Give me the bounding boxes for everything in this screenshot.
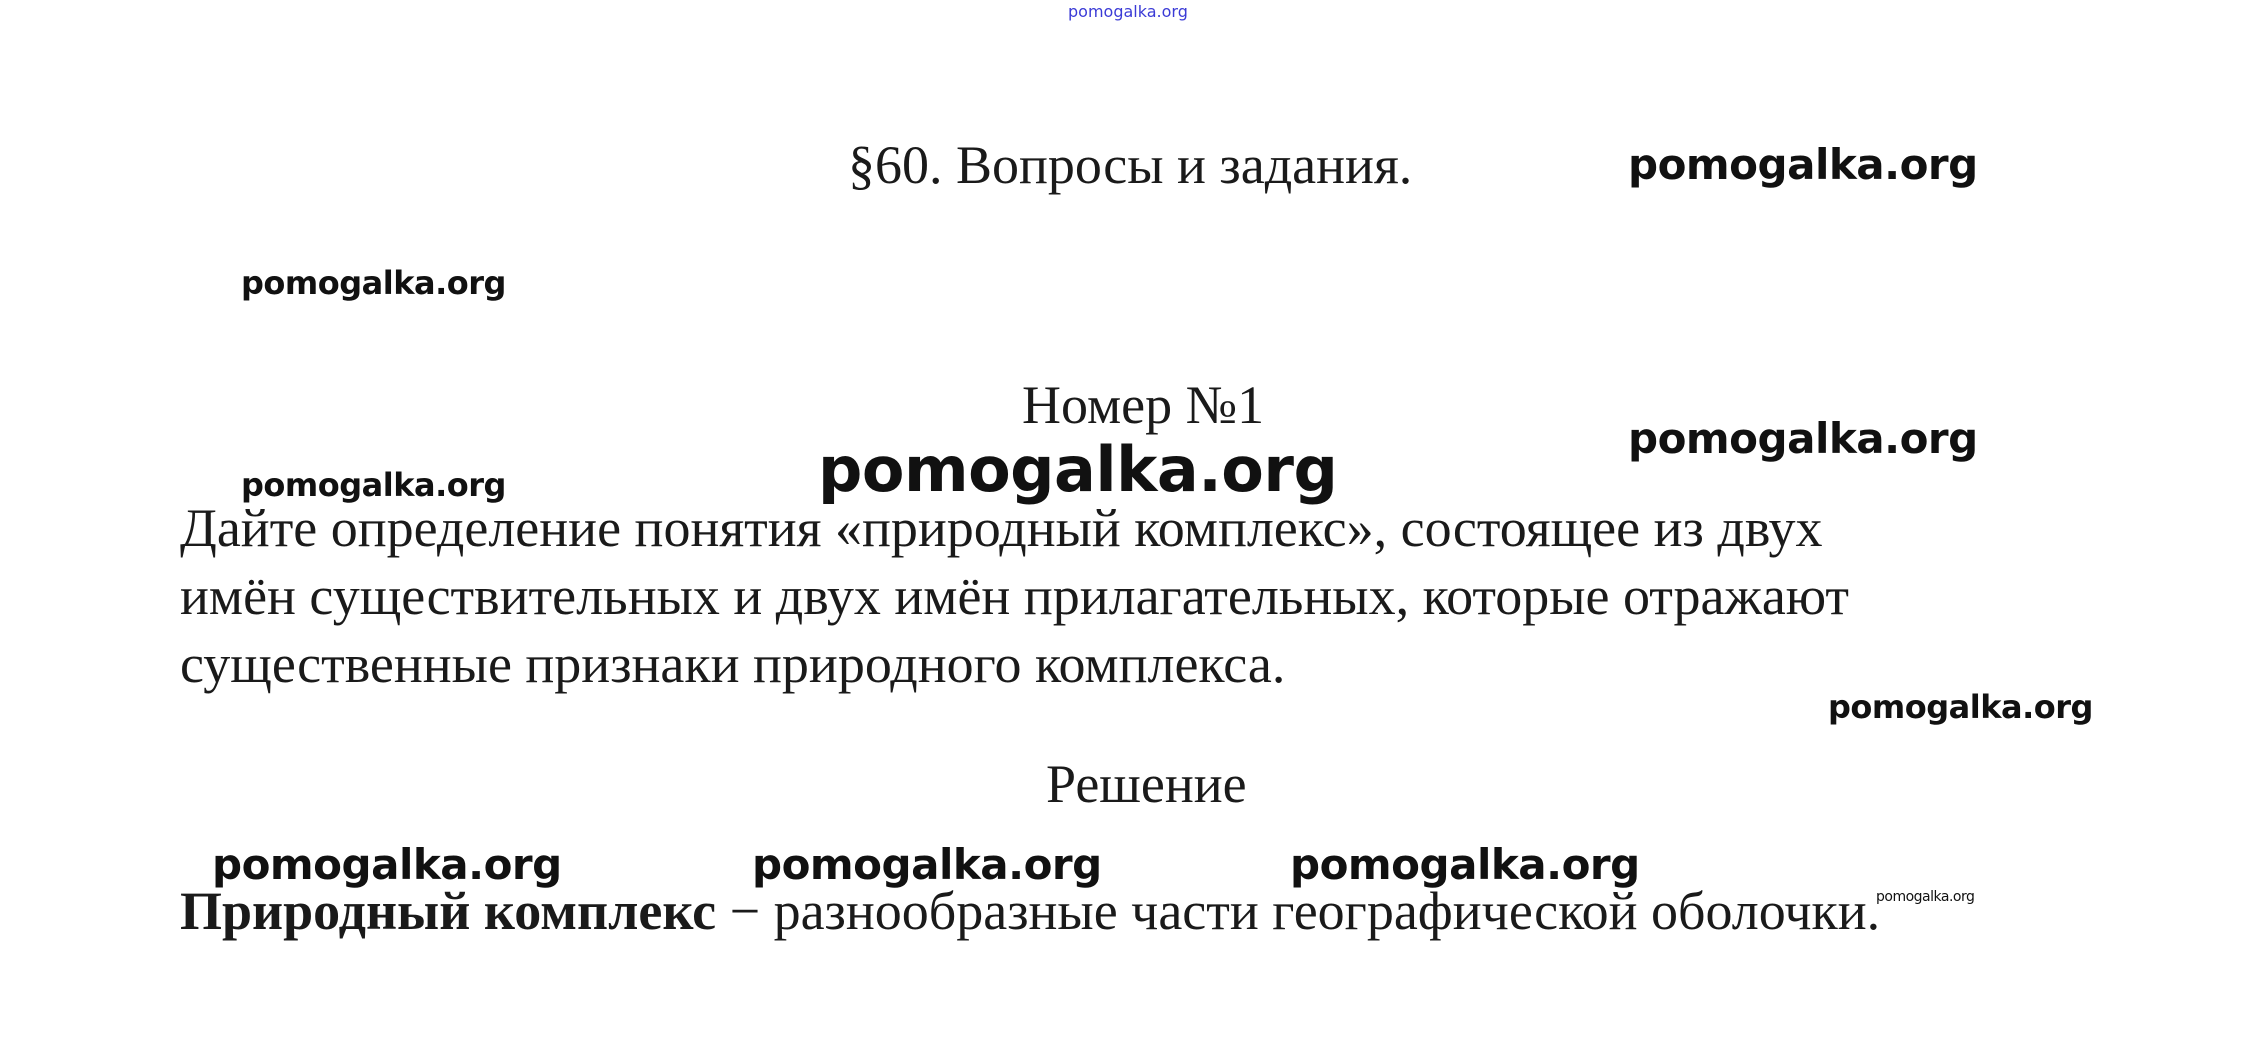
watermark: pomogalka.org	[212, 840, 562, 889]
answer-text	[180, 880, 1880, 942]
watermark: pomogalka.org	[1628, 140, 1978, 189]
site-link[interactable]: pomogalka.org	[1068, 2, 1188, 21]
watermark: pomogalka.org	[818, 433, 1338, 506]
watermark: pomogalka.org	[1828, 688, 2093, 726]
question-line: имён существительных и двух имён прилагательных, которые отражают	[180, 566, 1850, 626]
question-line: существенные признаки природного комплекса.	[180, 634, 1286, 694]
watermark: pomogalka.org	[241, 466, 506, 504]
section-title: §60. Вопросы и задания.	[848, 135, 1413, 195]
question-line: Дайте определение понятия «природный комплекс», состоящее из двух	[180, 498, 1823, 558]
watermark: pomogalka.org	[752, 840, 1102, 889]
solution-heading: Решение	[1046, 754, 1247, 814]
answer-definition: − разнообразные части географической оболочки.	[716, 881, 1881, 941]
answer-term: Природный комплекс	[180, 881, 717, 941]
problem-title: Номер №1	[1022, 375, 1265, 435]
watermark: pomogalka.org	[1290, 840, 1640, 889]
watermark: pomogalka.org	[241, 264, 506, 302]
watermark: pomogalka.org	[1628, 414, 1978, 463]
watermark: pomogalka.org	[1876, 889, 1975, 905]
question-text	[180, 494, 1849, 698]
